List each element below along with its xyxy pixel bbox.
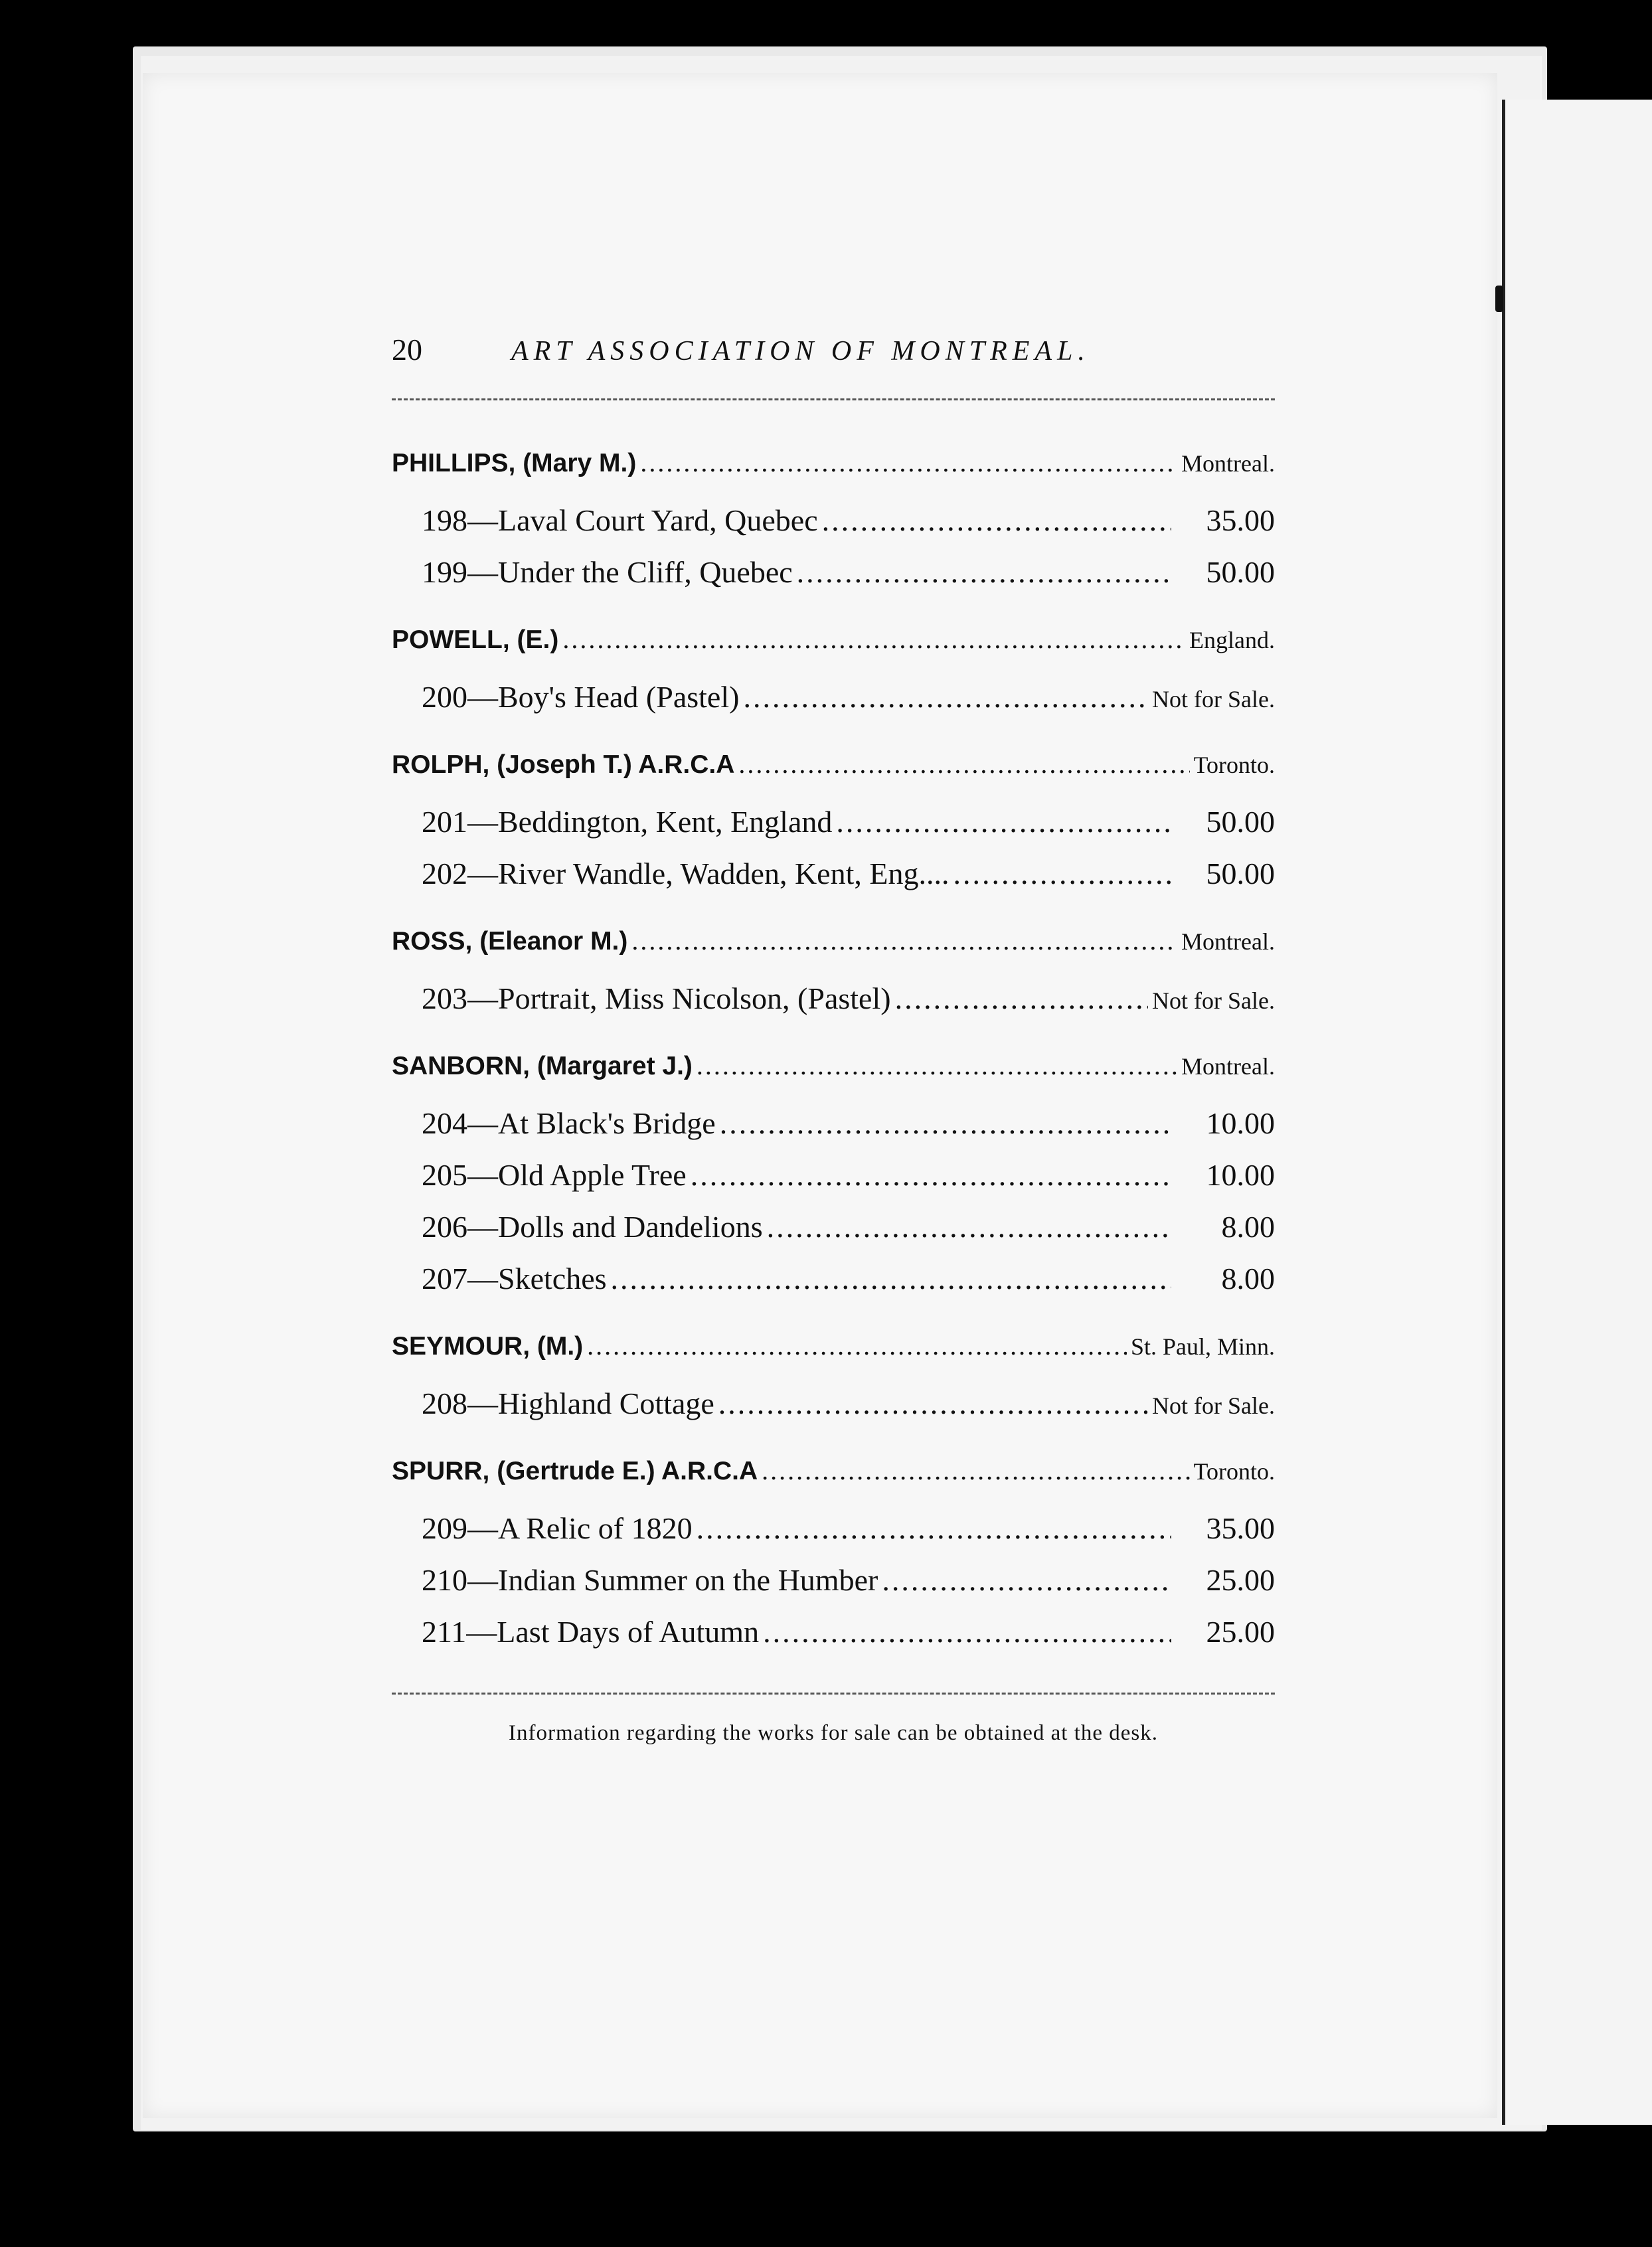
artist-name: ROLPH, (Joseph T.) A.R.C.A <box>392 750 735 779</box>
dot-leader <box>822 503 1171 538</box>
work-price: 8.00 <box>1221 1262 1275 1295</box>
artist-heading <box>392 1455 1275 1511</box>
artist-entry <box>392 748 1275 908</box>
dot-leader <box>882 1562 1171 1598</box>
work-price: 10.00 <box>1206 1106 1275 1140</box>
work-price: Not for Sale. <box>1152 686 1275 712</box>
artist-heading <box>392 925 1275 981</box>
artist-entry <box>392 447 1275 606</box>
dot-leader <box>762 1455 1189 1486</box>
work-title: 210—Indian Summer on the Humber <box>422 1563 878 1597</box>
dot-leader <box>797 554 1171 590</box>
work-price: 10.00 <box>1206 1158 1275 1192</box>
work-price: Not for Sale. <box>1152 1392 1275 1419</box>
page-content <box>392 332 1275 1746</box>
page-header <box>392 332 1275 385</box>
work-title: 207—Sketches <box>422 1262 607 1295</box>
artist-city: Toronto. <box>1193 752 1275 778</box>
dot-leader <box>640 447 1177 478</box>
running-title: ART ASSOCIATION OF MONTREAL. <box>511 336 1090 367</box>
artist-entry <box>392 925 1275 1033</box>
work-price: 50.00 <box>1206 857 1275 890</box>
work-price: 50.00 <box>1206 805 1275 839</box>
artist-heading <box>392 1050 1275 1106</box>
work-title: 208—Highland Cottage <box>422 1386 714 1420</box>
dot-leader <box>895 981 1148 1016</box>
work-title: 200—Boy's Head (Pastel) <box>422 680 740 714</box>
dot-leader <box>631 925 1177 956</box>
dot-leader <box>763 1614 1171 1649</box>
work-title: 199—Under the Cliff, Quebec <box>422 555 793 589</box>
artist-name: PHILLIPS, (Mary M.) <box>392 449 637 477</box>
artist-name: POWELL, (E.) <box>392 625 559 654</box>
artist-city: England. <box>1189 627 1275 653</box>
work-entry <box>392 554 1275 606</box>
dot-leader <box>767 1209 1171 1244</box>
dot-leader <box>697 1511 1171 1546</box>
artist-heading <box>392 1330 1275 1386</box>
artist-heading <box>392 447 1275 503</box>
work-entry <box>392 804 1275 856</box>
work-price: 35.00 <box>1206 1511 1275 1545</box>
work-title: 204—At Black's Bridge <box>422 1106 716 1140</box>
artist-name: SPURR, (Gertrude E.) A.R.C.A <box>392 1457 758 1485</box>
binding-mark <box>1495 286 1503 312</box>
artist-list <box>392 447 1275 1666</box>
dot-leader <box>587 1330 1127 1361</box>
artist-name: SANBORN, (Margaret J.) <box>392 1052 693 1080</box>
work-entry <box>392 1614 1275 1666</box>
work-price: 25.00 <box>1206 1615 1275 1649</box>
artist-city: Montreal. <box>1181 450 1275 477</box>
dot-leader <box>718 1386 1148 1421</box>
work-price: 25.00 <box>1206 1563 1275 1597</box>
dot-leader <box>953 856 1171 891</box>
footer-rule <box>392 1693 1275 1695</box>
artist-heading <box>392 748 1275 804</box>
work-entry <box>392 1562 1275 1614</box>
artist-entry <box>392 1330 1275 1438</box>
work-price: 50.00 <box>1206 555 1275 589</box>
dot-leader <box>691 1157 1171 1193</box>
artist-city: Montreal. <box>1181 928 1275 955</box>
work-title: 205—Old Apple Tree <box>422 1158 687 1192</box>
dot-leader <box>738 748 1189 780</box>
artist-heading <box>392 624 1275 679</box>
work-title: 198—Laval Court Yard, Quebec <box>422 503 818 537</box>
work-entry <box>392 503 1275 554</box>
artist-entry <box>392 1050 1275 1313</box>
work-entry <box>392 679 1275 731</box>
work-price: 35.00 <box>1206 503 1275 537</box>
work-entry <box>392 856 1275 908</box>
dot-leader <box>743 679 1148 714</box>
header-rule <box>392 398 1275 400</box>
dot-leader <box>611 1261 1171 1296</box>
footer-note: Information regarding the works for sale can be obtained at the desk. <box>508 1721 1158 1745</box>
work-entry <box>392 1386 1275 1438</box>
work-title: 203—Portrait, Miss Nicolson, (Pastel) <box>422 981 891 1015</box>
dot-leader <box>562 624 1185 655</box>
work-title: 206—Dolls and Dandelions <box>422 1210 763 1244</box>
artist-city: Toronto. <box>1193 1458 1275 1485</box>
dot-leader <box>697 1050 1177 1081</box>
work-title: 201—Beddington, Kent, England <box>422 805 833 839</box>
work-entry <box>392 1261 1275 1313</box>
artist-entry <box>392 624 1275 731</box>
work-title: 211—Last Days of Autumn <box>422 1615 760 1649</box>
artist-name: ROSS, (Eleanor M.) <box>392 927 628 956</box>
work-entry <box>392 1511 1275 1562</box>
page-number: 20 <box>392 333 422 367</box>
work-title: 202—River Wandle, Wadden, Kent, Eng.... <box>422 857 950 890</box>
dot-leader <box>836 804 1171 839</box>
dot-leader <box>720 1106 1171 1141</box>
work-entry <box>392 981 1275 1033</box>
work-price: 8.00 <box>1221 1210 1275 1244</box>
artist-name: SEYMOUR, (M.) <box>392 1332 584 1361</box>
work-entry <box>392 1157 1275 1209</box>
work-entry <box>392 1209 1275 1261</box>
artist-city: St. Paul, Minn. <box>1130 1333 1275 1360</box>
work-price: Not for Sale. <box>1152 987 1275 1014</box>
facing-page-edge <box>1502 100 1652 2125</box>
work-title: 209—A Relic of 1820 <box>422 1511 693 1545</box>
artist-city: Montreal. <box>1181 1053 1275 1080</box>
artist-entry <box>392 1455 1275 1666</box>
work-entry <box>392 1106 1275 1157</box>
